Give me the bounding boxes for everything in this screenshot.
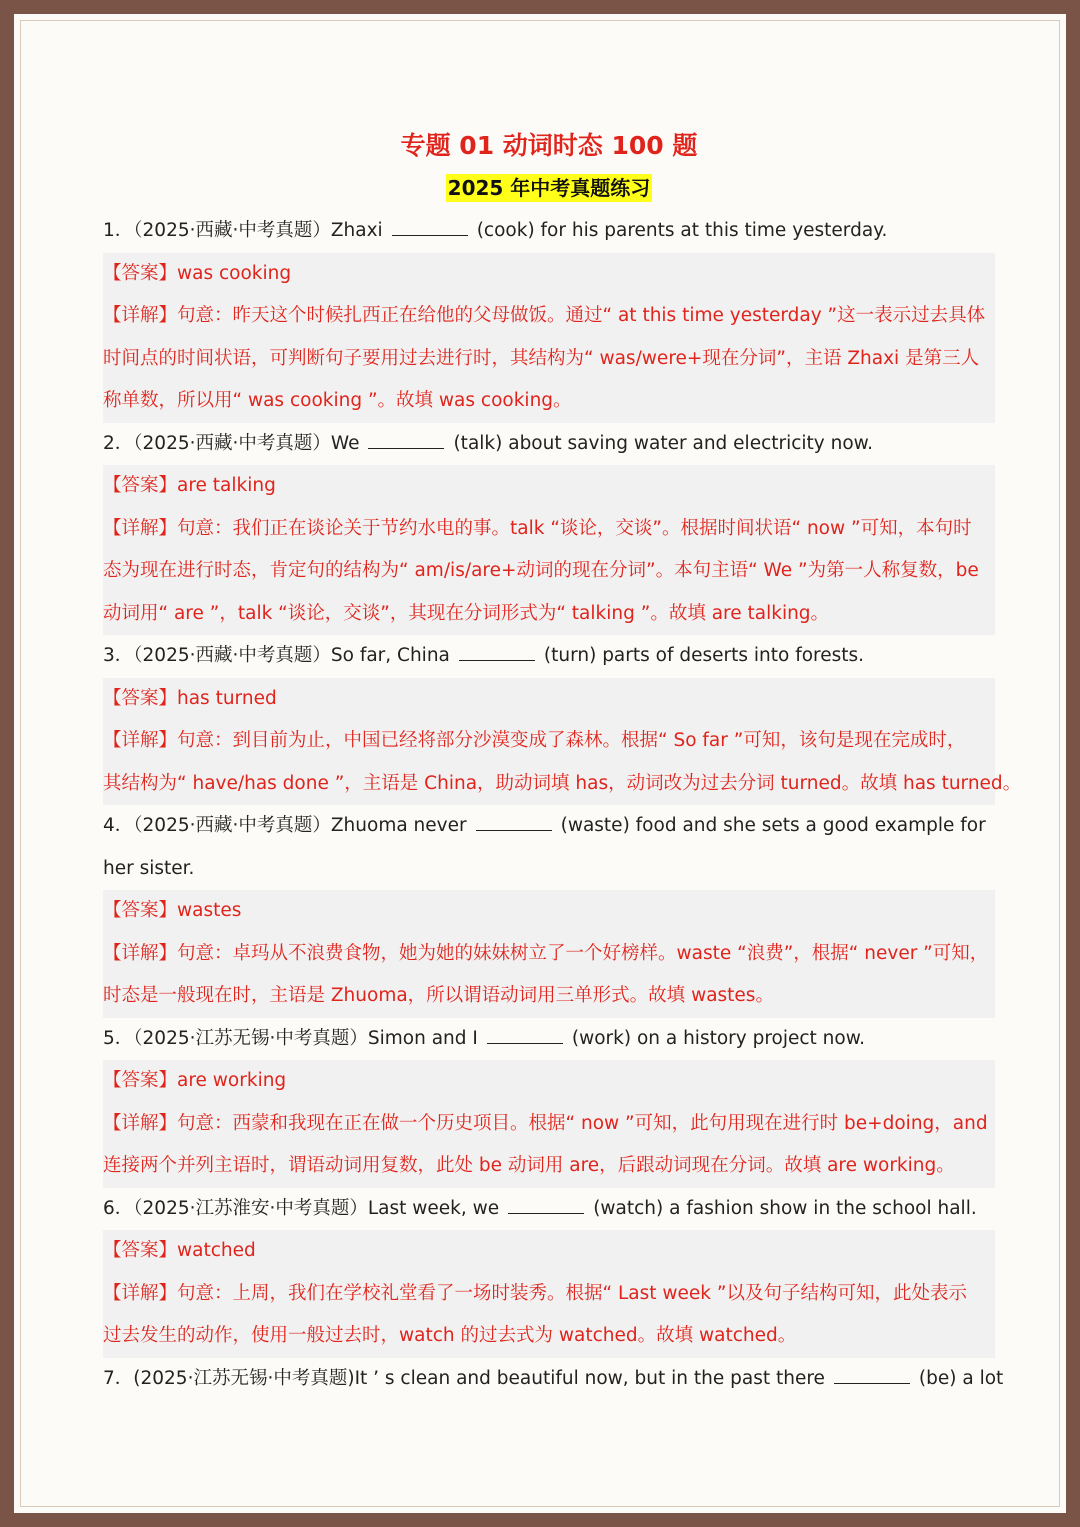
question-number: 2． [103,432,134,454]
answer-line: 【答案】was cooking [103,262,292,284]
answer-line: 【答案】are talking [103,475,276,496]
question-continuation: her sister. [103,857,195,879]
question-source: （2025·西藏·中考真题） [133,645,331,666]
question-number: 4． [103,815,134,836]
question-text-after: (waste) food and she sets a good example for [560,815,986,836]
question-number: 1． [103,220,134,241]
answer-line: 【答案】wastes [103,900,242,921]
question-text-before: It ’ s clean and beautiful now, but in the past there [354,1367,825,1389]
answer-box [103,1060,995,1188]
question-number: 7． [103,1367,134,1389]
question-text-before: Last week, we [367,1197,500,1219]
question-text-after: (work) on a history project now. [571,1027,866,1049]
question-text-after: (watch) a fashion show in the school hall. [593,1197,977,1219]
answer-line: 【答案】are working [103,1070,287,1091]
page-subtitle [103,166,995,210]
document-page [103,114,1022,1400]
answer-blank [459,646,535,661]
explanation-line: 【详解】句意：到目前为止，中国已经将部分沙漠变成了森林。根据“ So far ”可知，该句是现在完成时， [103,730,966,751]
question-text-before: We [330,432,360,454]
question-list [103,210,1022,1400]
question-source: （2025·江苏无锡·中考真题） [133,1027,368,1049]
answer-box [103,678,1022,806]
question-item [103,635,995,678]
question-item [103,423,995,466]
page-frame [14,14,1066,1513]
explanation-line: 【详解】句意：上周，我们在学校礼堂看了一场时装秀。根据“ Last week ”以及句子结构可知，此处表示 [103,1282,967,1304]
answer-blank [487,1029,563,1044]
page-title: 专题 01 动词时态 100 题 [400,131,698,160]
question-number: 3． [103,645,134,666]
answer-box [103,465,995,635]
question-text-after: (turn) parts of deserts into forests. [543,645,865,666]
explanation-line: 【详解】句意：我们正在谈论关于节约水电的事。talk “谈论，交谈”。根据时间状语“ now ”可知，本句时 [103,517,972,539]
question-number: 5． [103,1027,134,1049]
answer-blank [392,221,468,236]
question-source: （2025·西藏·中考真题） [133,220,331,241]
explanation-line: 态为现在进行时态，肯定句的结构为“ am/is/are+动词的现在分词”。本句主语“ We ”为第一人称复数，be [103,560,979,581]
explanation-line: 连接两个并列主语时，谓语动词用复数，此处 be 动词用 are，后跟动词现在分词。故填 are working。 [103,1155,955,1176]
question-text-after: (be) a lot [918,1367,1004,1389]
question-source: （2025·西藏·中考真题） [133,815,331,836]
answer-box [103,253,995,423]
question-text-before: Simon and I [367,1027,478,1049]
question-source: （2025·江苏淮安·中考真题） [133,1197,368,1219]
answer-box [103,1230,995,1358]
answer-line: 【答案】watched [103,1240,256,1261]
answer-line: 【答案】has turned [103,687,277,709]
explanation-line: 动词用“ are ”，talk “谈论，交谈”，其现在分词形式为“ talking ”。故填 are talking。 [103,602,830,624]
explanation-line: 过去发生的动作，使用一般过去时，watch 的过去式为 watched。故填 watched。 [103,1325,797,1346]
question-text-after: (talk) about saving water and electricity now. [453,432,873,454]
question-number: 6． [103,1197,134,1219]
explanation-line: 时间点的时间状语，可判断句子要用过去进行时，其结构为“ was/were+现在分词”，主语 Zhaxi 是第三人 [103,347,980,369]
question-item [103,210,995,253]
answer-blank [508,1199,584,1214]
answer-blank [476,816,552,831]
question-item [103,1188,995,1231]
question-source: （2025·西藏·中考真题） [133,432,331,454]
question-text-before: Zhuoma never [330,815,467,836]
answer-box [103,890,995,1018]
explanation-line: 其结构为“ have/has done ”，主语是 China，助动词填 has，动词改为过去分词 turned。故填 has turned。 [103,772,1022,794]
question-item [103,805,995,848]
explanation-line: 【详解】句意：昨天这个时候扎西正在给他的父母做饭。通过“ at this time yesterday ”这一表示过去具体 [103,305,986,326]
question-text-after: (cook) for his parents at this time yesterday. [476,220,888,241]
question-text-before: So far, China [330,645,450,666]
question-item [103,1018,995,1061]
answer-blank [368,434,444,449]
answer-blank [834,1369,910,1384]
question-item [103,1358,1004,1401]
explanation-line: 【详解】句意：卓玛从不浪费食物，她为她的妹妹树立了一个好榜样。waste “浪费”，根据“ never ”可知， [103,942,989,964]
explanation-line: 时态是一般现在时，主语是 Zhuoma，所以谓语动词用三单形式。故填 wastes。 [103,985,774,1006]
explanation-line: 称单数，所以用“ was cooking ”。故填 was cooking。 [103,390,572,411]
question-text-before: Zhaxi [330,220,383,241]
subtitle-highlight: 2025 年中考真题练习 [447,176,651,200]
explanation-line: 【详解】句意：西蒙和我现在正在做一个历史项目。根据“ now ”可知，此句用现在进行时 be+doing，and [103,1112,988,1134]
question-source: (2025·江苏无锡·中考真题) [133,1367,355,1389]
